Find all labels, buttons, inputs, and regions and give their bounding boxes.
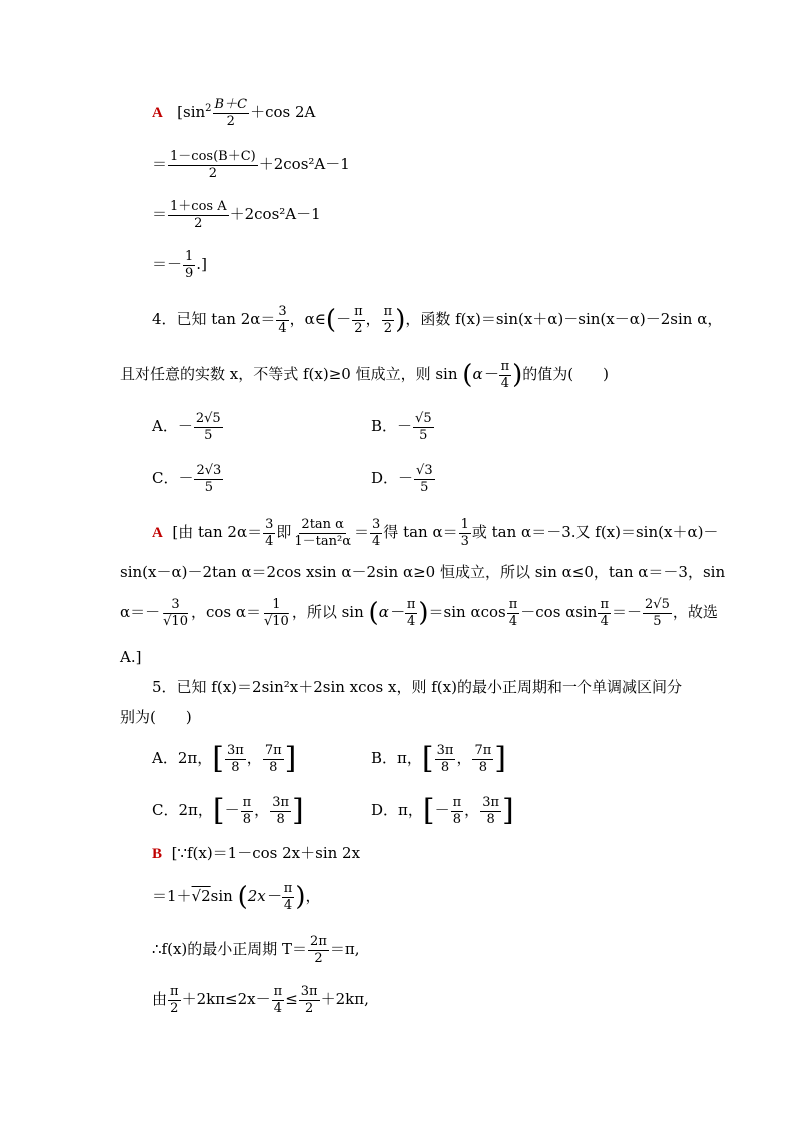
text: 4．已知 tan 2α＝ (152, 310, 276, 329)
fraction (308, 935, 329, 965)
numerator: π (406, 597, 416, 612)
numerator: 2π (310, 934, 327, 949)
text: .] (196, 255, 207, 274)
text: α－ (378, 603, 404, 622)
numerator: π (383, 304, 393, 319)
numerator: 1－cos(B＋C) (170, 149, 256, 164)
text: α＝－ (120, 603, 161, 622)
q5-stem-line-1 (152, 680, 682, 695)
q5-option-b[interactable]: B．π，[ $\frac{3\pi}{8}$ ， $\frac{7\pi}{8}$ ] (371, 741, 506, 777)
text: 即 (276, 523, 292, 542)
q3-answer-line-2 (152, 150, 350, 180)
denominator: 9 (185, 265, 194, 281)
q5-answer-line-4 (152, 985, 369, 1015)
text: α－ (472, 365, 498, 384)
text: ≤ (285, 990, 298, 1009)
fraction (507, 598, 520, 628)
text: ＝－ (152, 255, 183, 274)
text: ，α∈ (289, 310, 326, 329)
numerator: 7π (474, 743, 492, 758)
fraction (499, 360, 512, 390)
numerator: B＋C (214, 97, 248, 112)
fraction (168, 200, 229, 230)
q5-stem-line-2 (120, 710, 192, 725)
text: － (224, 801, 240, 820)
denominator: 8 (452, 811, 462, 827)
fraction (451, 796, 464, 826)
denominator: 5 (204, 427, 213, 443)
fraction (263, 518, 275, 548)
option-label: B．π， (371, 749, 422, 768)
denominator: 4 (600, 613, 609, 629)
fraction (194, 464, 223, 494)
fraction (213, 98, 250, 128)
text: ＋2kπ≤2x－ (181, 990, 271, 1009)
numerator: 3 (278, 304, 287, 319)
text: － (434, 801, 450, 820)
text: ＋2cos²A－1 (258, 155, 350, 174)
text: 且对任意的实数 x，不等式 f(x)≥0 恒成立，则 sin (120, 365, 463, 384)
q4-answer-line-1 (152, 518, 718, 548)
right-bracket: ] (292, 793, 304, 829)
left-bracket: [ (421, 741, 434, 777)
text: 2x－ (247, 887, 281, 906)
q5-answer-line-3 (152, 935, 360, 965)
fraction (414, 464, 435, 494)
fraction (472, 744, 493, 774)
denominator: 4 (265, 533, 274, 549)
text: 别为( ) (120, 708, 192, 726)
numerator: 3π (300, 984, 318, 999)
text: sin (210, 887, 238, 906)
fraction (168, 985, 181, 1015)
option-label: C．2π， (152, 801, 213, 820)
text: ＋2cos²A－1 (229, 205, 321, 224)
numerator: 2√5 (645, 597, 670, 612)
numerator: π (283, 881, 293, 896)
text: 由 (152, 990, 168, 1009)
fraction (272, 985, 285, 1015)
numerator: 3 (372, 517, 381, 532)
q5-option-d[interactable]: D．π，[－ $\frac{\pi}{8}$ ， $\frac{3\pi}{8}$ ] (371, 793, 514, 829)
q3-answer-line-1 (152, 98, 315, 128)
answer-letter: A (152, 525, 163, 542)
q5-answer-line-2 (152, 882, 320, 912)
fraction (241, 796, 254, 826)
text: ， (365, 310, 381, 329)
text: ∴f(x)的最小正周期 T＝ (152, 940, 308, 959)
numerator: 2√3 (196, 463, 222, 478)
text: ＝sin αcos (428, 603, 506, 622)
numerator: √3 (416, 463, 433, 478)
denominator: 2 (383, 320, 393, 336)
text: ，cos α＝ (190, 603, 261, 622)
fraction (480, 796, 501, 826)
numerator: π (600, 597, 609, 612)
text: ，所以 sin (291, 603, 369, 622)
fraction (352, 305, 365, 335)
answer-letter: A (152, 105, 163, 122)
q4-option-d[interactable] (371, 464, 436, 494)
text: － (336, 310, 352, 329)
numerator: 3π (272, 795, 290, 810)
denominator: 5 (204, 479, 214, 495)
superscript: 2 (205, 103, 212, 115)
text: 的值为( ) (522, 365, 610, 384)
right-bracket: ] (494, 741, 506, 777)
fraction (459, 518, 471, 548)
denominator: 4 (283, 897, 293, 913)
q5-option-c[interactable]: C．2π，[－ $\frac{\pi}{8}$ ， $\frac{3\pi}{8}$ ] (152, 793, 304, 829)
left-bracket: [ (212, 793, 225, 829)
denominator: 8 (276, 811, 285, 827)
text: ＋2kπ, (320, 990, 369, 1009)
denominator: 2 (170, 1000, 179, 1016)
right-paren: ) (418, 598, 429, 629)
fraction (405, 598, 418, 628)
denominator: 4 (278, 320, 287, 336)
text: ＝ (152, 205, 168, 224)
numerator: 2tan α (301, 517, 344, 532)
numerator: π (500, 359, 510, 374)
text: [sin (177, 103, 206, 122)
right-paren: ) (512, 360, 523, 391)
denominator: 8 (242, 811, 252, 827)
q3-answer-line-3 (152, 200, 321, 230)
text: A.] (120, 648, 142, 666)
denominator: 1－tan²α (294, 533, 351, 549)
fraction (183, 250, 195, 280)
fraction (370, 518, 382, 548)
denominator: 8 (231, 759, 240, 775)
fraction (161, 598, 190, 628)
fraction (168, 150, 258, 180)
denominator: √10 (264, 613, 289, 629)
fraction (282, 882, 295, 912)
left-paren: ( (462, 360, 473, 391)
fraction (194, 412, 223, 442)
denominator: 2 (354, 320, 363, 336)
text: [由 tan 2α＝ (172, 523, 263, 542)
q4-answer-line-2 (120, 565, 725, 580)
q4-stem-line-1 (152, 305, 722, 335)
fraction (643, 598, 672, 628)
answer-letter: B (152, 846, 163, 862)
denominator: 2 (226, 113, 235, 129)
denominator: 2 (194, 215, 203, 231)
text: －cos αsin (520, 603, 598, 622)
denominator: 2 (208, 165, 217, 181)
denominator: 4 (406, 613, 416, 629)
right-bracket: ] (284, 741, 297, 777)
numerator: π (354, 304, 363, 319)
text: ＝－ (612, 603, 643, 622)
fraction (263, 744, 284, 774)
q3-answer-line-4 (152, 250, 207, 280)
fraction (270, 796, 291, 826)
option-label: A．2π， (152, 749, 213, 768)
denominator: 8 (486, 811, 495, 827)
q4-stem-line-2 (120, 360, 609, 390)
denominator: 4 (500, 375, 509, 391)
text: ，函数 f(x)＝sin(x＋α)－sin(x－α)－2sin α， (405, 310, 723, 329)
numerator: 3π (436, 743, 454, 758)
denominator: 2 (305, 1000, 314, 1016)
left-bracket: [ (212, 741, 224, 777)
option-label: B．－ (371, 417, 413, 436)
denominator: 4 (372, 533, 381, 549)
fraction (276, 305, 288, 335)
numerator: 1 (185, 249, 194, 264)
q5-option-a[interactable]: A．2π，[ $\frac{3\pi}{8}$ ， $\frac{7\pi}{8}$ ] (152, 741, 297, 777)
fraction (299, 985, 320, 1015)
q4-answer-line-4 (120, 650, 141, 665)
q4-answer-line-3 (120, 598, 718, 628)
text: ＝1＋ (152, 887, 192, 906)
denominator: 8 (269, 759, 278, 775)
numerator: 1＋cos A (170, 199, 227, 214)
numerator: π (170, 984, 179, 999)
text: ＝ (152, 155, 168, 174)
fraction (225, 744, 246, 774)
fraction (598, 598, 611, 628)
numerator: 1 (460, 517, 469, 532)
numerator: √5 (415, 411, 432, 426)
numerator: π (508, 597, 518, 612)
numerator: 3 (171, 597, 180, 612)
denominator: 4 (508, 613, 518, 629)
fraction (382, 305, 395, 335)
numerator: π (273, 984, 283, 999)
denominator: 2 (314, 950, 323, 966)
text: sin(x－α)－2tan α＝2cos xsin α－2sin α≥0 恒成立，所以 sin α≤0，tan α＝－3，sin (120, 563, 726, 581)
right-paren: ) (295, 882, 306, 913)
text: ，故选 (672, 603, 718, 622)
q4-option-a[interactable] (152, 412, 224, 442)
fraction (413, 412, 434, 442)
numerator: 3π (226, 743, 244, 758)
option-label: C．－ (152, 469, 194, 488)
option-label: D．－ (371, 469, 414, 488)
left-paren: ( (237, 882, 248, 913)
option-label: D．π， (371, 801, 423, 820)
text: 得 tan α＝ (383, 523, 458, 542)
option-label: A．－ (152, 417, 193, 436)
numerator: π (242, 795, 252, 810)
right-bracket: ] (502, 793, 514, 829)
denominator: 3 (460, 533, 469, 549)
text: [∵f(x)＝1－cos 2x＋sin 2x (171, 844, 361, 862)
q4-option-c[interactable] (152, 464, 224, 494)
text: ， (305, 887, 321, 906)
denominator: √10 (163, 613, 188, 629)
q5-answer-line-1 (152, 846, 360, 862)
left-paren: ( (368, 598, 379, 629)
numerator: π (452, 795, 462, 810)
fraction (262, 598, 291, 628)
fraction (292, 518, 353, 548)
numerator: 3π (482, 795, 500, 810)
left-paren: ( (325, 305, 337, 336)
denominator: 8 (440, 759, 450, 775)
denominator: 4 (273, 1000, 283, 1016)
numerator: 1 (272, 597, 281, 612)
denominator: 5 (420, 479, 429, 495)
left-bracket: [ (422, 793, 435, 829)
right-paren: ) (395, 305, 406, 336)
q4-option-b[interactable] (371, 412, 435, 442)
fraction (435, 744, 456, 774)
denominator: 8 (478, 759, 487, 775)
numerator: 2√5 (195, 411, 221, 426)
text: ＋cos 2A (250, 103, 316, 122)
text: ＝π, (329, 940, 360, 959)
radical: √2 (191, 887, 211, 906)
text: ＝ (354, 523, 370, 542)
text: 5．已知 f(x)＝2sin²x＋2sin xcos x，则 f(x)的最小正周期和一个单调减区间分 (152, 678, 682, 696)
text: 或 tan α＝－3.又 f(x)＝sin(x＋α)－ (471, 523, 719, 542)
numerator: 7π (264, 743, 282, 758)
numerator: 3 (265, 517, 274, 532)
denominator: 5 (419, 427, 428, 443)
denominator: 5 (653, 613, 662, 629)
